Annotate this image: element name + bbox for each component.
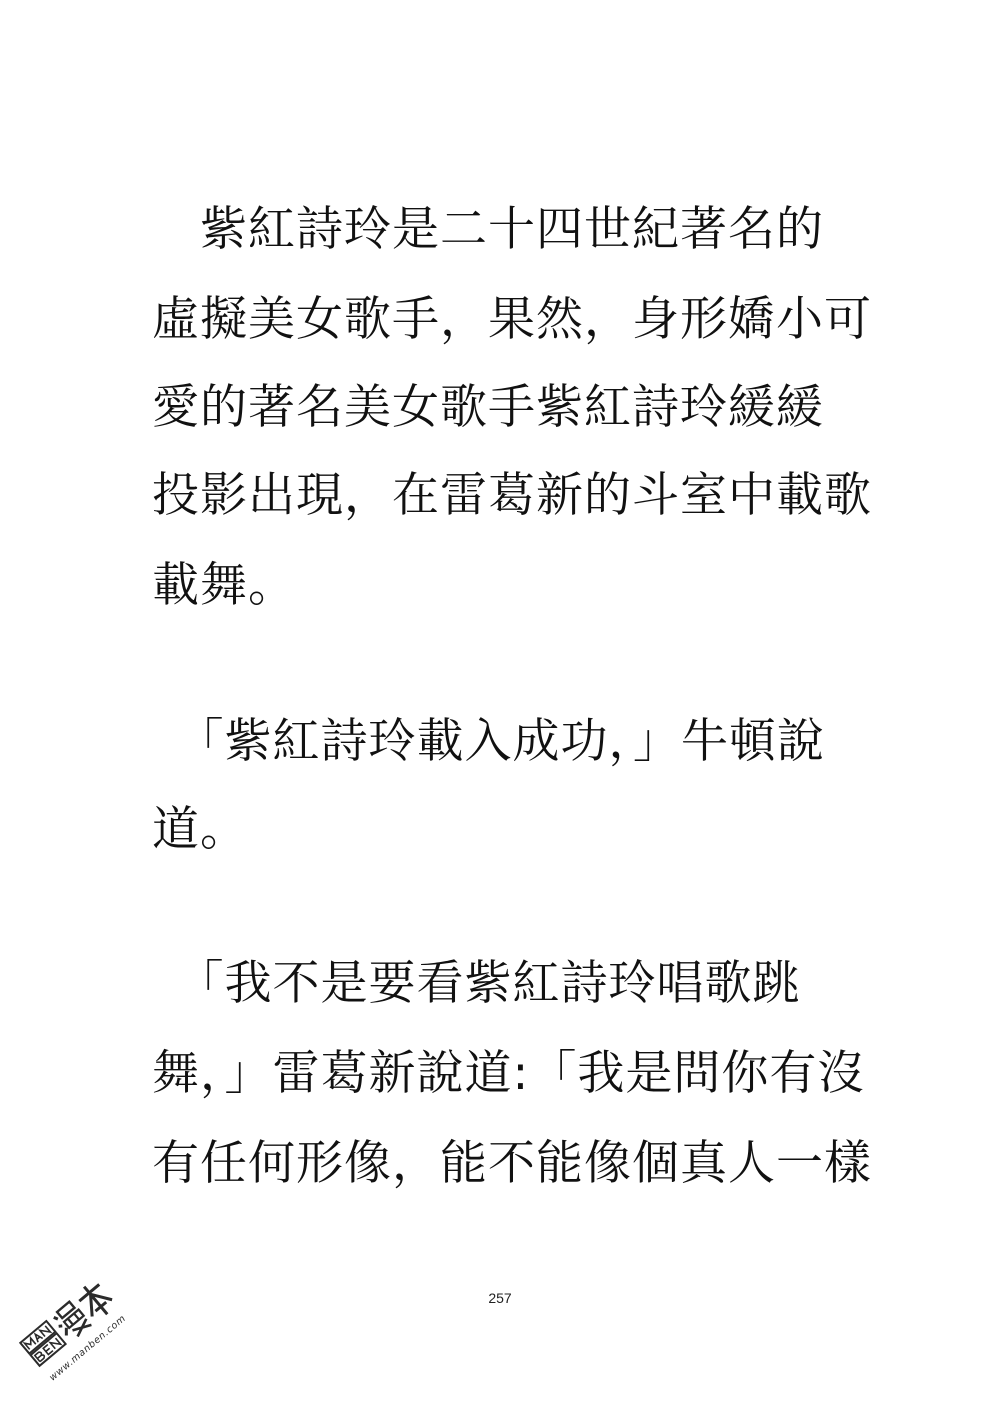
text-line-5: 載舞。	[152, 558, 296, 613]
svg-text:www.manben.com: www.manben.com	[47, 1313, 129, 1384]
text-line-7: 道。	[152, 802, 248, 857]
text-line-1: 紫紅詩玲是二十四世紀著名的	[152, 202, 824, 257]
text-line-8: 「我不是要看紫紅詩玲唱歌跳	[152, 956, 801, 1011]
text-line-4: 投影出現，在雷葛新的斗室中載歌	[152, 468, 872, 523]
text-line-6: 「紫紅詩玲載入成功，」牛頓說	[152, 714, 825, 769]
text-line-9: 舞，」雷葛新說道:「我是問你有沒	[152, 1046, 866, 1101]
text-line-10: 有任何形像，能不能像個真人一樣	[152, 1136, 872, 1191]
page-number: 257	[488, 1290, 512, 1306]
text-line-3: 愛的著名美女歌手紫紅詩玲緩緩	[152, 380, 824, 435]
watermark-logo-icon	[8, 1262, 158, 1402]
text-line-2: 虛擬美女歌手，果然，身形嬌小可	[152, 292, 872, 347]
watermark-logo	[8, 1262, 158, 1402]
